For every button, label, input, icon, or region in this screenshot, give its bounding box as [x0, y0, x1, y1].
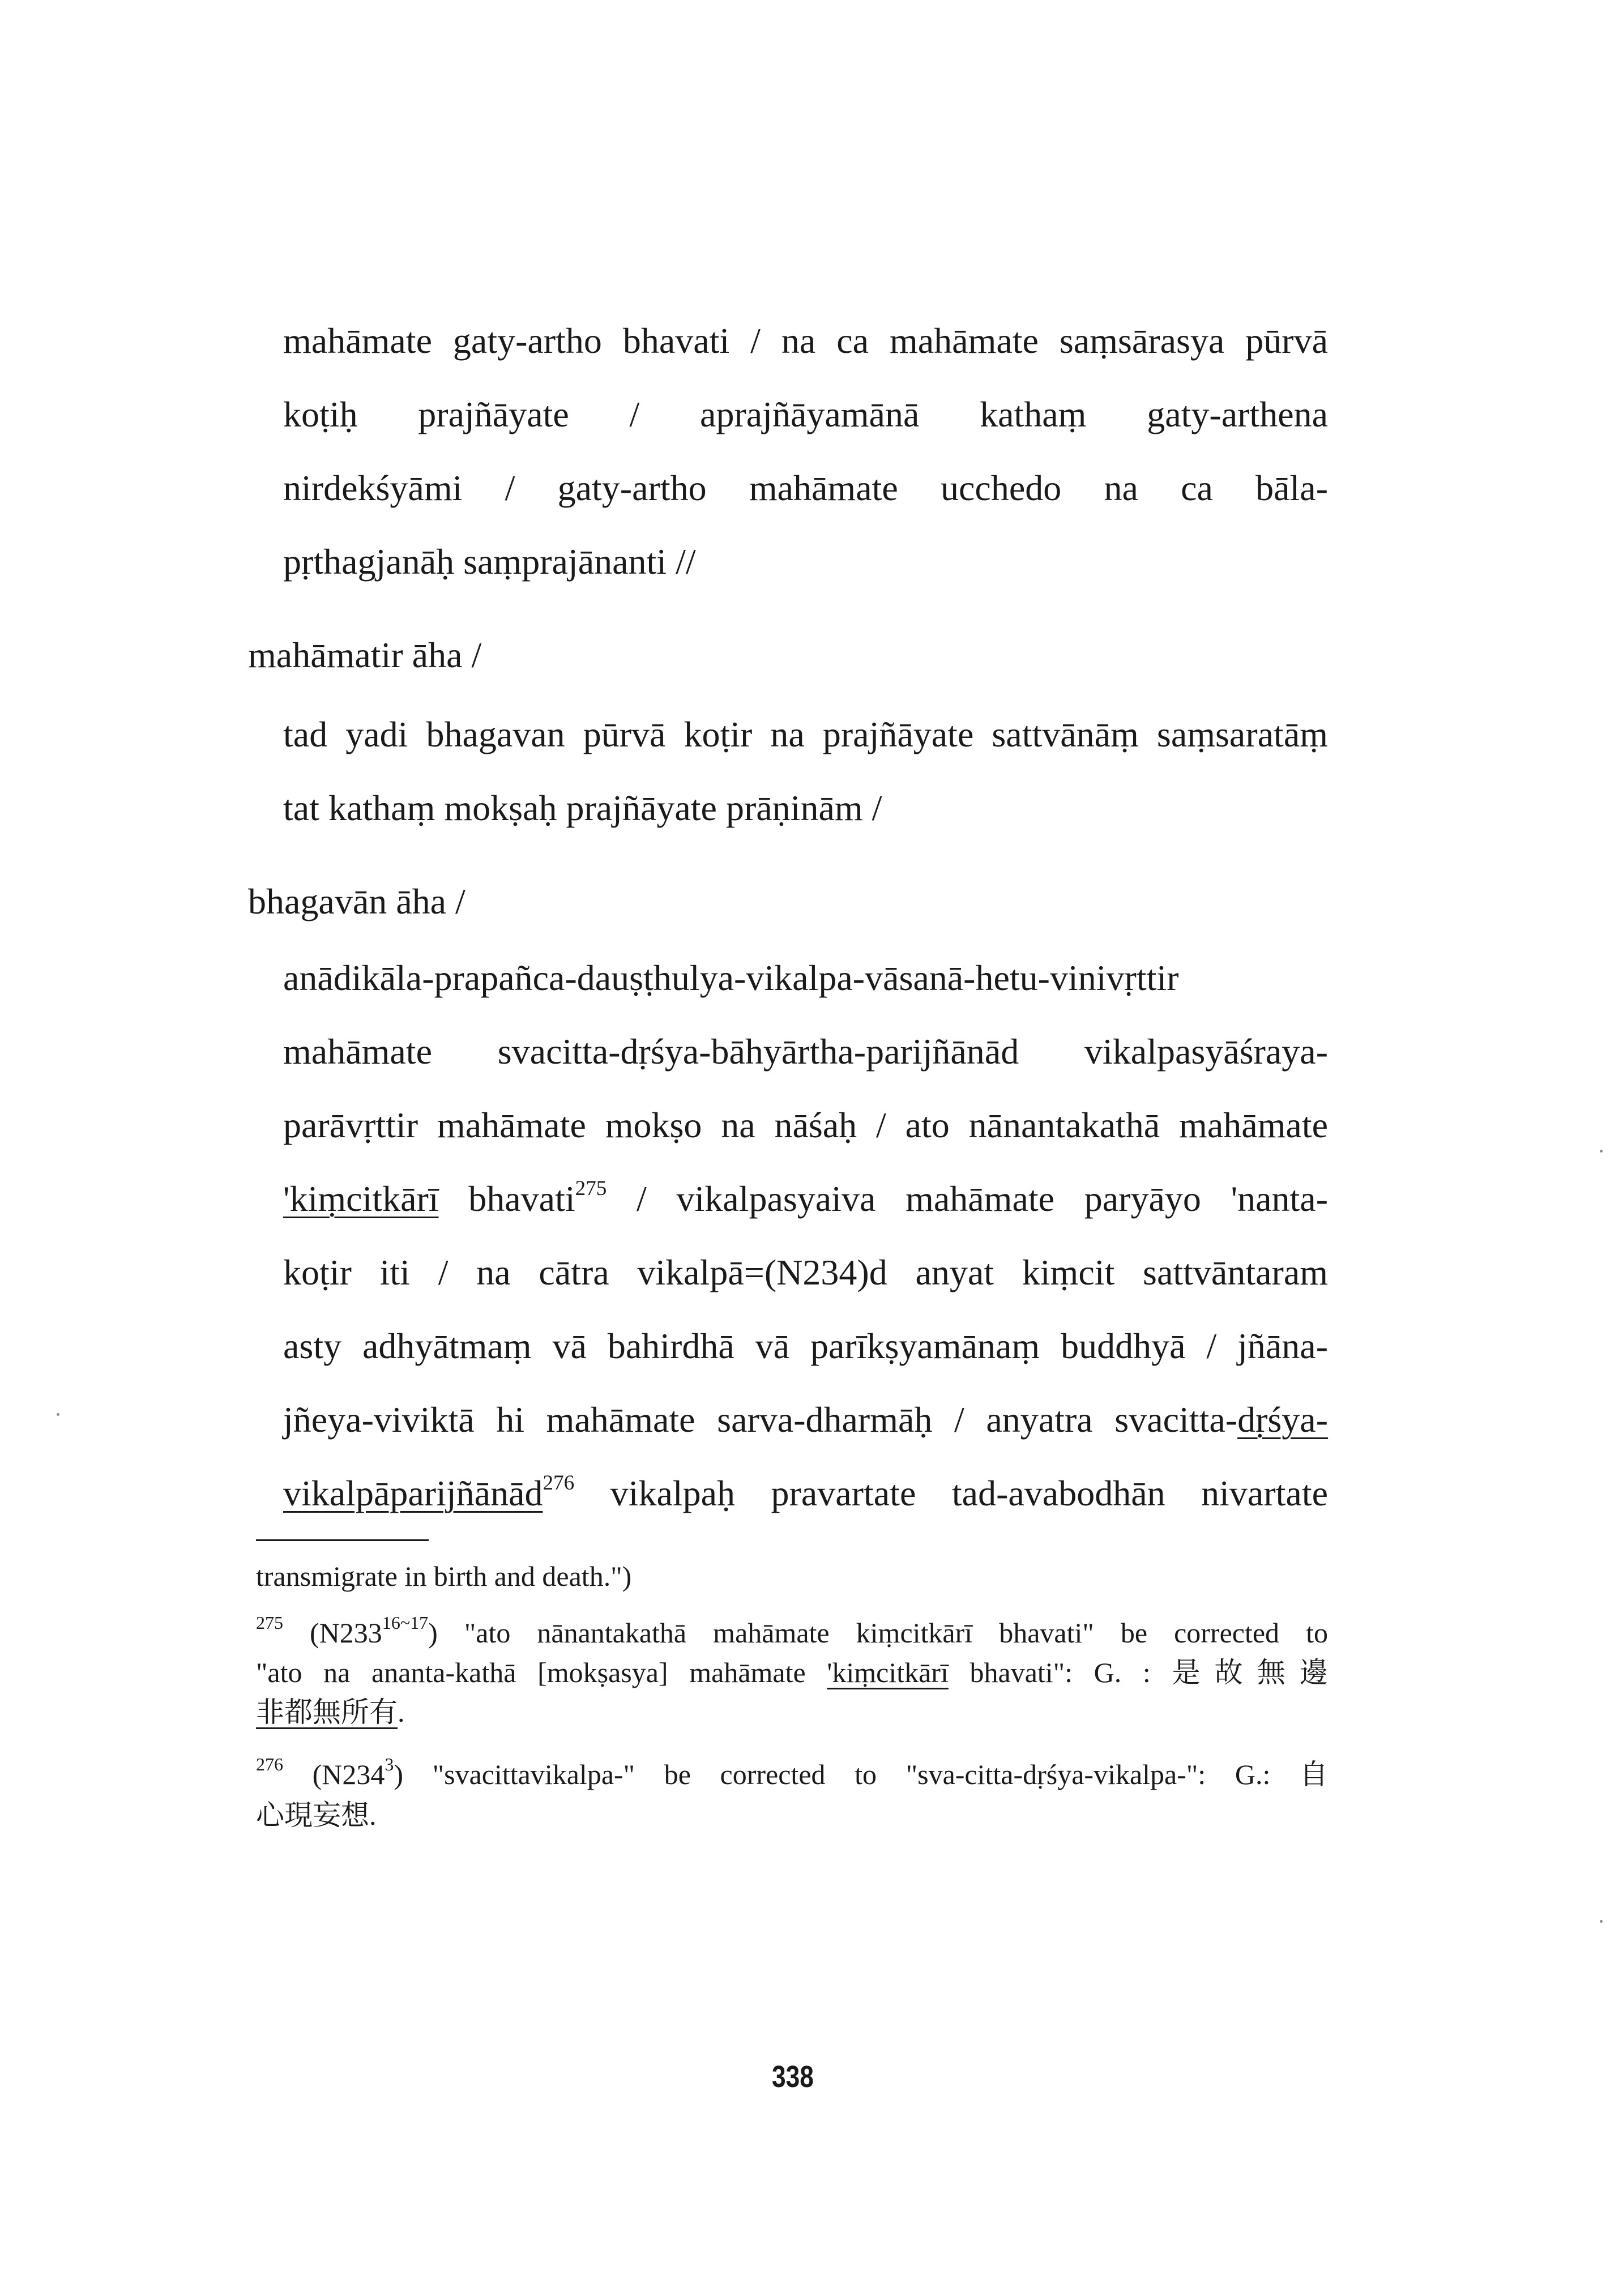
text-line: parāvṛttir mahāmate mokṣo na nāśaḥ / ato nānantakathā mahāmate [283, 1105, 1328, 1145]
text-segment: vikalpaḥ pravartate tad-avabodhān nivartate [574, 1473, 1328, 1513]
text-segment: bhavati [438, 1179, 575, 1219]
text-segment: . [398, 1696, 405, 1728]
footnote-275-line-2 [256, 1658, 1328, 1687]
text-line: nirdekśyāmi / gaty-artho mahāmate ucchedo na ca bāla- [283, 468, 1328, 508]
text-segment: ) "svacittavikalpa-" be corrected to "sva-citta-dṛśya-vikalpa-": G.: 自 [394, 1759, 1328, 1790]
text-line: mahāmate svacitta-dṛśya-bāhyārtha-parijñānād vikalpasyāśraya- [283, 1031, 1328, 1072]
text-line [283, 1177, 1329, 1219]
footnote-276-line-2: 心現妄想. [256, 1799, 377, 1831]
citation-ref: 16~17 [382, 1612, 429, 1633]
text-line: tat kathaṃ mokṣaḥ prajñāyate prāṇinām / [283, 788, 882, 828]
text-line: tad yadi bhagavan pūrvā koṭir na prajñāyate sattvānāṃ saṃsaratāṃ [283, 714, 1328, 754]
footnote-ref-276[interactable]: 276 [543, 1471, 575, 1495]
speaker-label: bhagavān āha / [248, 881, 465, 921]
underlined-term: dṛśya- [1237, 1399, 1328, 1440]
footnote-number: 276 [256, 1754, 283, 1774]
text-segment: / vikalpasyaiva mahāmate paryāyo 'nanta- [607, 1179, 1329, 1219]
footnote-276 [256, 1754, 1328, 1790]
scan-speck [1600, 1150, 1603, 1153]
text-line: anādikāla-prapañca-dauṣṭhulya-vikalpa-vāsanā-hetu-vinivṛttir [283, 958, 1179, 998]
text-line: asty adhyātmaṃ vā bahirdhā vā parīkṣyamānaṃ buddhyā / jñāna- [283, 1326, 1328, 1366]
footnote-275 [256, 1612, 1328, 1649]
footnote-divider [256, 1539, 429, 1541]
footnote-ref-275[interactable]: 275 [575, 1177, 607, 1201]
speaker-label: mahāmatir āha / [248, 635, 482, 675]
underlined-term: vikalpāparijñānād [283, 1473, 543, 1513]
footnote-number: 275 [256, 1612, 283, 1633]
text-segment: (N234 [283, 1759, 385, 1790]
text-segment: (N233 [283, 1617, 382, 1649]
text-segment: jñeya-viviktā hi mahāmate sarva-dharmāḥ / anyatra svacitta- [283, 1399, 1238, 1440]
footnote-275-line-3 [256, 1698, 405, 1726]
footnote-continued: transmigrate in birth and death.") [256, 1560, 632, 1592]
underlined-term: 非都無所有 [256, 1696, 398, 1728]
text-segment: ) "ato nānantakathā mahāmate kiṃcitkārī bhavati" be corrected to [428, 1617, 1328, 1649]
citation-ref: 3 [385, 1754, 394, 1774]
text-line: koṭiḥ prajñāyate / aprajñāyamānā kathaṃ gaty-arthena [283, 394, 1328, 434]
scan-speck [1600, 1920, 1603, 1923]
text-segment: "ato na ananta-kathā [mokṣasya] mahāmate [256, 1657, 827, 1688]
page-number: 338 [772, 2060, 814, 2094]
text-line: mahāmate gaty-artho bhavati / na ca mahāmate saṃsārasya pūrvā [283, 321, 1328, 361]
text-segment: bhavati": G. : 是故無邊 [948, 1657, 1328, 1688]
text-line: koṭir iti / na cātra vikalpā=(N234)d anyat kiṃcit sattvāntaram [283, 1252, 1328, 1292]
text-line [283, 1471, 1328, 1513]
text-line [283, 1399, 1328, 1440]
underlined-term: 'kiṃcitkārī [283, 1179, 439, 1219]
scan-speck [57, 1413, 59, 1416]
underlined-term: 'kiṃcitkārī [827, 1657, 949, 1688]
text-line: pṛthagjanāḥ saṃprajānanti // [283, 541, 696, 582]
